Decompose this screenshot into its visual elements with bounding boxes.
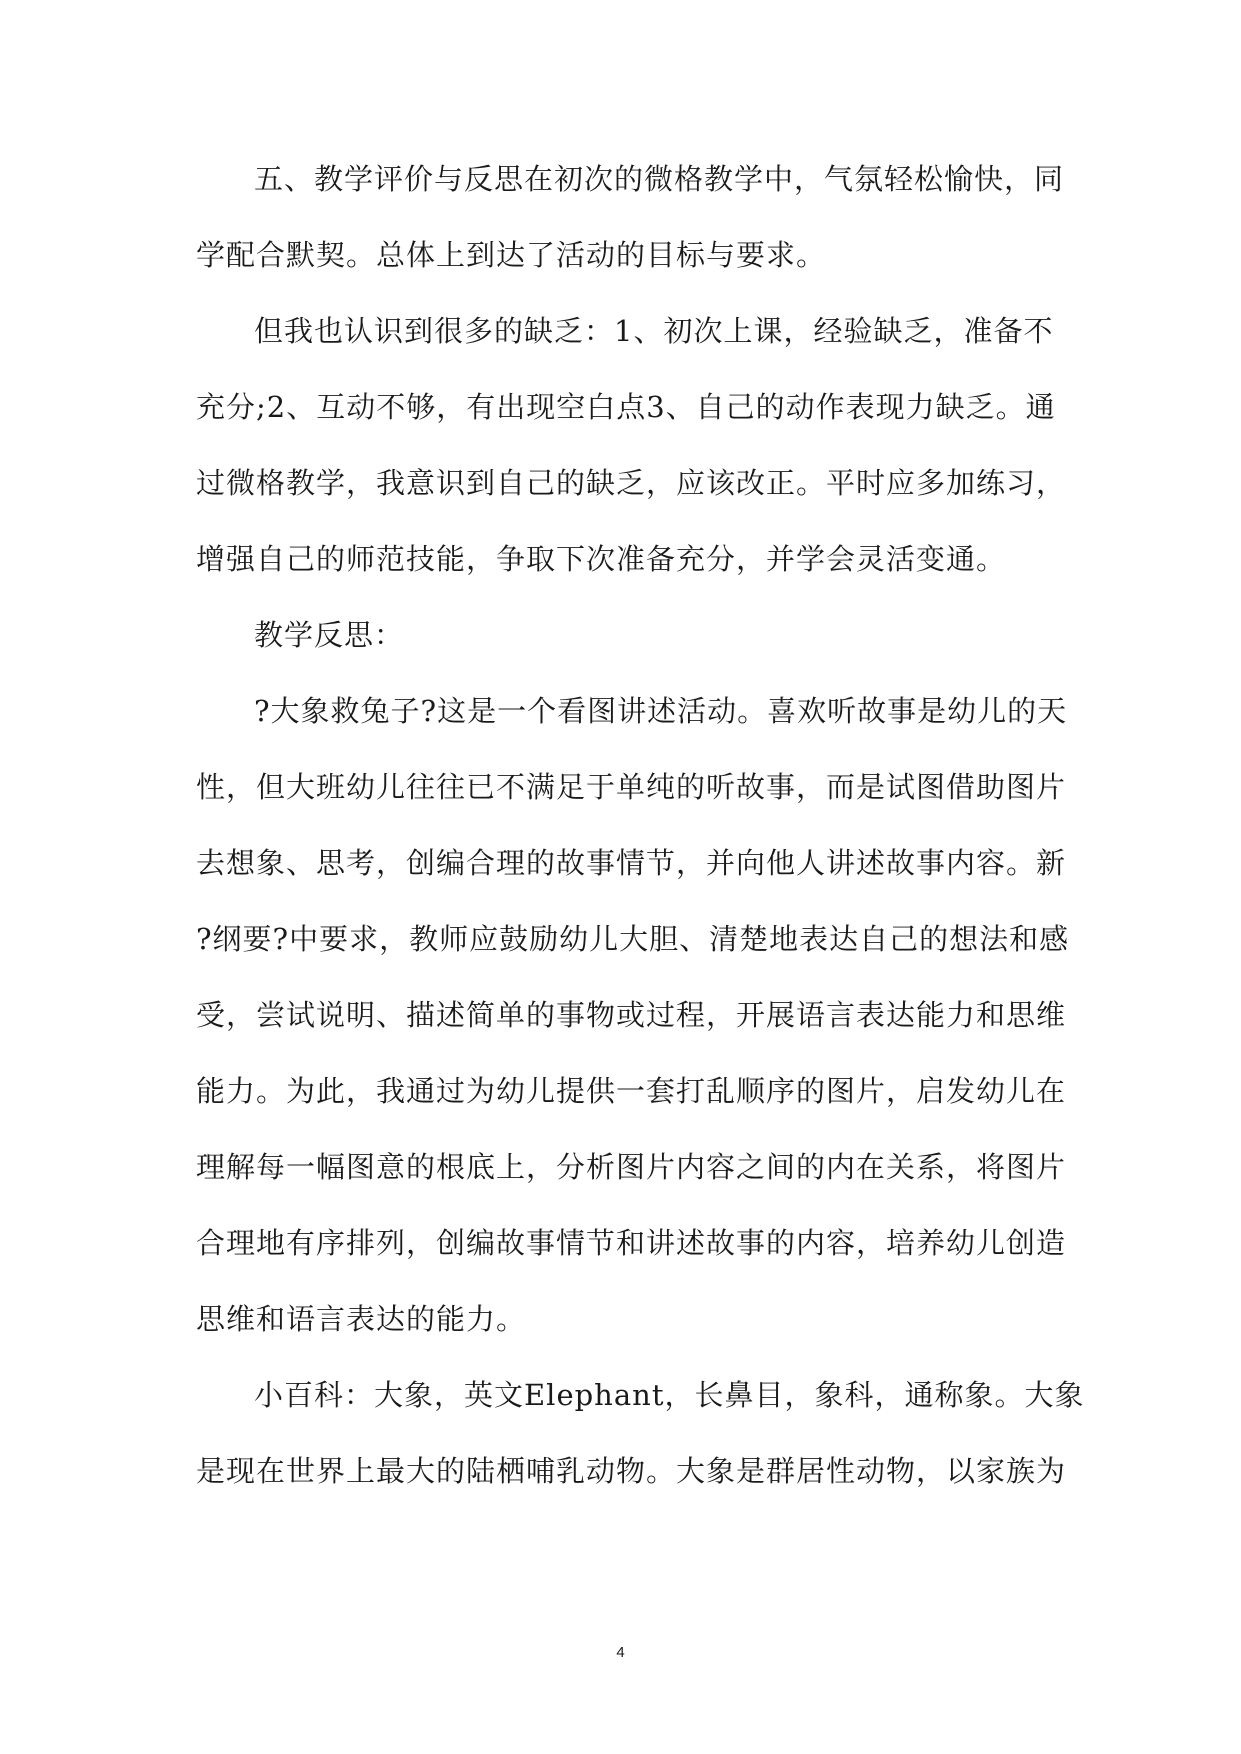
- paragraph-line: 但我也认识到很多的缺乏：1、初次上课，经验缺乏，准备不: [254, 314, 1054, 348]
- paragraph-line: ?大象救兔子?这是一个看图讲述活动。喜欢听故事是幼儿的天: [254, 694, 1068, 728]
- paragraph-line: 性，但大班幼儿往往已不满足于单纯的听故事，而是试图借助图片: [196, 770, 1067, 804]
- paragraph-line: 去想象、思考，创编合理的故事情节，并向他人讲述故事内容。新: [196, 846, 1067, 880]
- paragraph-line: 能力。为此，我通过为幼儿提供一套打乱顺序的图片，启发幼儿在: [196, 1074, 1067, 1108]
- paragraph-line: 五、教学评价与反思在初次的微格教学中，气氛轻松愉快，同: [254, 162, 1065, 196]
- paragraph-line: 理解每一幅图意的根底上，分析图片内容之间的内在关系，将图片: [196, 1150, 1067, 1184]
- paragraph-line: 充分;2、互动不够，有出现空白点3、自己的动作表现力缺乏。通: [196, 390, 1056, 424]
- paragraph-line: 是现在世界上最大的陆栖哺乳动物。大象是群居性动物，以家族为: [196, 1454, 1067, 1488]
- paragraph-line: 学配合默契。总体上到达了活动的目标与要求。: [196, 238, 827, 272]
- paragraph-line: 过微格教学，我意识到自己的缺乏，应该改正。平时应多加练习，: [196, 466, 1067, 500]
- paragraph-line: ?纲要?中要求，教师应鼓励幼儿大胆、清楚地表达自己的想法和感: [196, 922, 1070, 956]
- section-heading: 教学反思：: [254, 618, 405, 652]
- page-number: 4: [616, 1644, 625, 1661]
- paragraph-line: 受，尝试说明、描述简单的事物或过程，开展语言表达能力和思维: [196, 998, 1067, 1032]
- paragraph-line: 合理地有序排列，创编故事情节和讲述故事的内容，培养幼儿创造: [196, 1226, 1067, 1260]
- paragraph-line: 小百科：大象，英文Elephant，长鼻目，象科，通称象。大象: [254, 1378, 1085, 1412]
- paragraph-line: 增强自己的师范技能，争取下次准备充分，并学会灵活变通。: [196, 542, 1007, 576]
- paragraph-line: 思维和语言表达的能力。: [196, 1302, 527, 1336]
